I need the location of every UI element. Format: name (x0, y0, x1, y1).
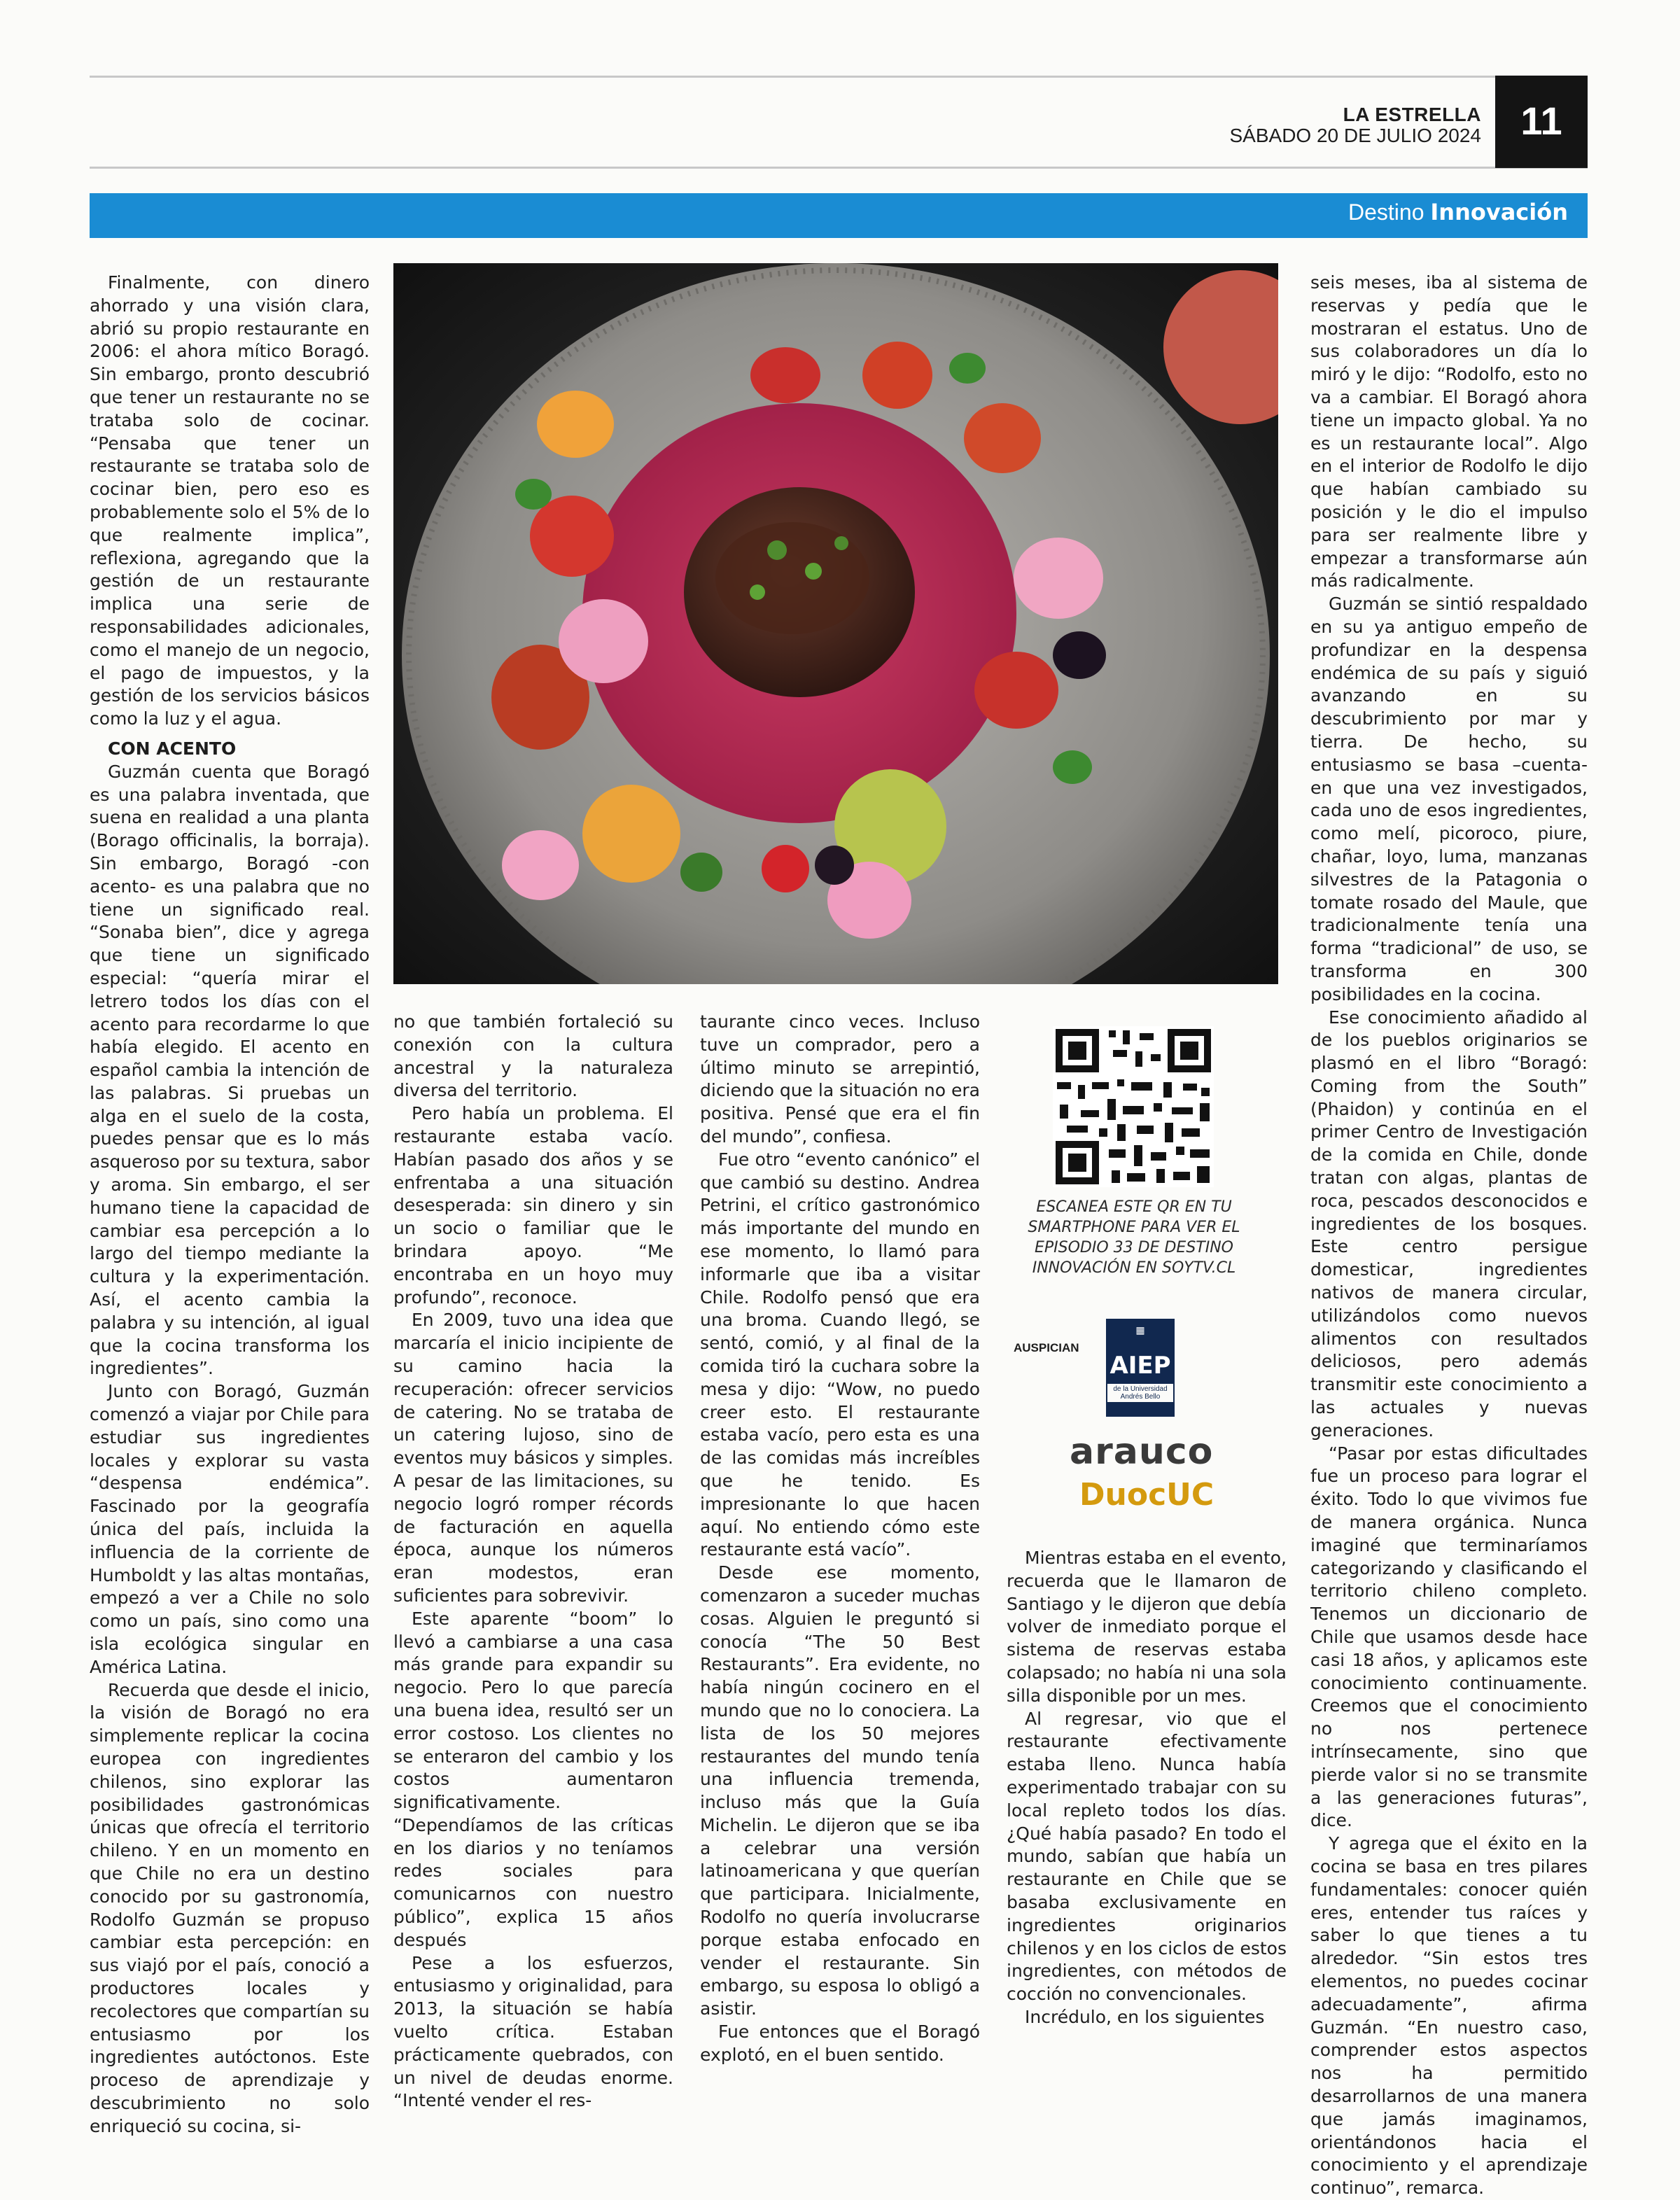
page-number: 11 (1495, 76, 1588, 168)
paragraph: Recuerda que desde el inicio, la visión de Boragó no era simplemente replicar la cocina europea con ingredientes chilenos, sino explorar las posibilidades gastronómicas únicas que ofrecía el territorio chileno. Y en un momento en que Chile no era un destino conocido por su gastronomía, Rodolfo Guzmán se propuso cambiar esta percepción: en sus viajó por el país, conoció a productores locales y recolectores que compartían su entusiasmo por los ingredientes autóctonos. Este proceso de aprendizaje y descubrimiento no solo enriqueció su cocina, si- (90, 1679, 370, 2136)
paragraph: seis meses, iba al sistema de reservas y pedía que le mostraran el estatus. Uno de sus colaboradores un día lo miró y le dijo: “Rodolfo, esto no va a cambiar. El Boragó ahora tiene un impacto global. Ya no es un restaurante local”. Algo en el interior de Rodolfo le dijo que habían cambiado su posición y le dio el impulso para ser realmente libre y empezar a transformarse aún más radicalmente. (1310, 272, 1588, 591)
paragraph: Al regresar, vio que el restaurante efectivamente estaba lleno. Nunca había experimentado trabajar con su local repleto todos los días. ¿Qué había pasado? En todo el mundo, sabían que había un restaurante en Chile que se basaba exclusivamente en ingredientes originarios chilenos y en los ciclos de estos ingredientes, con métodos de cocción no convencionales. (1007, 1708, 1287, 2005)
paragraph: Desde ese momento, comenzaron a suceder muchas cosas. Alguien le preguntó si conocía “The 50 Best Restaurants”. Era evidente, no había ningún cocinero en el mundo que no lo conociera. La lista de los 50 mejores restaurantes del mundo tenía una influencia tremenda, incluso más que la Guía Michelin. Le dijeron que se iba a celebrar una versión latinoamericana y que querían que participara. Inicialmente, Rodolfo no quería involucrarse porque estaba enfocado en vender el restaurante. Sin embargo, su esposa lo obligó a asistir. (700, 1562, 980, 2019)
article-column-4 (1007, 1547, 1287, 2029)
aiep-name: AIEP (1110, 1352, 1171, 1380)
duocuc-logo: DuocUC (1079, 1477, 1214, 1513)
section-prefix: Destino (1348, 199, 1424, 225)
paragraph: Pero había un problema. El restaurante estaba vacío. Habían pasado dos años y se enfrentaba a una situación desesperada: sin dinero y sin un socio o familiar que le brindara apoyo. “Me encontraba en un hoyo muy profundo”, reconoce. (393, 1103, 673, 1308)
article-column-5 (1310, 272, 1588, 2200)
top-rule (90, 76, 1588, 78)
paragraph: Pese a los esfuerzos, entusiasmo y originalidad, para 2013, la situación se había vuelto crítica. Estaban prácticamente quebrados, con un nivel de deudas enorme. “Intenté vender el res- (393, 1952, 673, 2111)
dish-photo (393, 263, 1278, 984)
subheading: CON ACENTO (108, 738, 237, 759)
qr-caption: ESCANEA ESTE QR EN TU SMARTPHONE PARA VER EL EPISODIO 33 DE DESTINO INNOVACIÓN EN SOYTV.CL (1028, 1198, 1240, 1277)
paragraph: Guzmán cuenta que Boragó es una palabra inventada, que suena en realidad a una planta (Borago officinalis, la borraja). Sin embargo, Boragó -con acento- es una palabra que no tiene un significado real. “Sonaba bien”, dice y agrega que tiene un significado especial: “quería mirar el letrero todos los días con el acento para recordarme lo que había elegido. El acento en español cambia la intención de las palabras. Si pruebas un alga en el suelo de la costa, puedes pensar que es lo más asqueroso por su textura, sabor y aroma. Sin embargo, el ser humano tiene la capacidad de cambiar esa percepción a lo largo del tiempo mediante la cultura y la experimentación. Así, el acento cambia la palabra y su intención, al igual que la cocina transforma los ingredientes”. (90, 761, 370, 1379)
paragraph: Incrédulo, en los siguientes (1025, 2006, 1265, 2027)
paragraph: Ese conocimiento añadido al de los pueblos originarios se plasmó en el libro “Boragó: Coming from the South” (Phaidon) y continúa en el primer Centro de Investigación de la comida en Chile, donde tratan con algas, plantas de roca, pescados desconocidos e ingredientes de los bosques. Este centro persigue domesticar, ingredientes nativos de manera circular, utilizándolos como nuevos alimentos con resultados deliciosos, pero además transmitir este conocimiento a las actuales y nuevas generaciones. (1310, 1007, 1588, 1441)
paragraph: Fue otro “evento canónico” el que cambió su destino. Andrea Petrini, el crítico gastronómico más importante del mundo en ese momento, lo llamó para informarle que iba a visitar Chile. Rodolfo pensó que era una broma. Cuando llegó, se sentó, comió, y al final de la comida tiró la cuchara sobre la mesa y dijo: “Wow, no puedo creer esto. El restaurante estaba vacío, pero esta es una de las comidas más increíbles que he tenido. Es impresionante lo que hacen aquí. No entiendo cómo este restaurante está vacío”. (700, 1149, 980, 1560)
paragraph: Y agrega que el éxito en la cocina se basa en tres pilares fundamentales: conocer quién eres, entender tus raíces y saber lo que tienes a tu alrededor. “Sin estos tres elementos, no puedes cocinar adecuadamente”, afirma Guzmán. “En nuestro caso, comprender estos aspectos nos ha permitido desarrollarnos de una manera que jamás imaginamos, orientándonos hacia el conocimiento y el aprendizaje continuo”, remarca. (1310, 1833, 1588, 2199)
paragraph: Finalmente, con dinero ahorrado y una visión clara, abrió su propio restaurante en 2006: el ahora mítico Boragó. Sin embargo, pronto descubrió que tener un restaurante no se trataba solo de cocinar. “Pensaba que tener un restaurante se trataba solo de cocinar bien, pero eso es probablemente solo el 5% de lo que realmente implica”, reflexiona, agregando que la gestión de un restaurante implica una serie de responsabilidades adicionales, como el manejo de un negocio, el pago de impuestos, y la gestión de los servicios básicos como la luz y el agua. (90, 272, 370, 729)
aiep-logo (1106, 1319, 1175, 1417)
paragraph: Fue entonces que el Boragó explotó, en el buen sentido. (700, 2022, 980, 2065)
qr-code-icon (1053, 1026, 1214, 1187)
paragraph: Este aparente “boom” lo llevó a cambiarse a una casa más grande para expandir su negocio. Pero lo que parecía una buena idea, resultó ser un error costoso. Los clientes no se enteraron del cambio y los costos aumentaron significativamente. “Dependíamos de las críticas en los diarios y no teníamos redes sociales para comunicarnos con nuestro público”, explica 15 años después (393, 1608, 673, 1950)
section-name: Innovación (1430, 199, 1568, 225)
article-column-1 (90, 272, 370, 2138)
article-column-2 (393, 1011, 673, 2113)
paragraph: En 2009, tuvo una idea que marcaría el inicio incipiente de su camino hacia la recuperación: ofrecer servicios de catering. No se trataba de un catering lujoso, sino de eventos muy básicos y simples. A pesar de las limitaciones, su negocio logró romper récords de facturación en aquella época, aunque los números eran modestos, eran suficientes para sobrevivir. (393, 1310, 673, 1606)
arauco-logo: arauco (1070, 1431, 1214, 1473)
paragraph: no que también fortaleció su conexión con la cultura ancestral y la naturaleza diversa del territorio. (393, 1011, 673, 1101)
section-bar (90, 193, 1588, 238)
paragraph: taurante cinco veces. Incluso tuve un comprador, pero a último minuto se arrepintió, diciendo que la situación no era positiva. Pensé que era el fin del mundo”, confiesa. (700, 1011, 980, 1147)
paragraph: Mientras estaba en el evento, recuerda que le llamaron de Santiago y le dijeron que debía volver de inmediato porque el sistema de reservas estaba colapsado; no había ni una sola silla disponible por un mes. (1007, 1548, 1287, 1706)
newspaper-name: LA ESTRELLA (1343, 104, 1481, 125)
article-column-3 (700, 1011, 980, 2067)
paragraph: “Pasar por estas dificultades fue un proceso para lograr el éxito. Todo lo que vivimos fue de manera orgánica. Nunca imaginé que terminaríamos categorizando y clasificando el territorio chileno completo. Tenemos un diccionario de Chile que usamos desde hace casi 18 años, y aplicamos este conocimiento continuamente. Creemos que el conocimiento no nos pertenece intrínsecamente, sino que pierde valor si no se transmite a las generaciones futuras”, dice. (1310, 1443, 1588, 1831)
paragraph: Guzmán se sintió respaldado en su ya antiguo empeño de profundizar en la despensa endémica de su país y siguió avanzando en su descubrimiento por mar y tierra. De hecho, su entusiasmo se basa –cuenta- en que una vez investigados, cada uno de esos ingredientes, como melí, picoroco, piure, chañar, loyo, luma, manzanas silvestres de la Patagonia o tomate rosado del Maule, que tradicionalmente tenía una forma “tradicional” de uso, se transforma en 300 posibilidades en la cocina. (1310, 594, 1588, 1004)
header-bottom-rule (90, 167, 1588, 169)
aiep-emblem-icon: ▦ (1135, 1324, 1145, 1336)
paragraph: Junto con Boragó, Guzmán comenzó a viajar por Chile para estudiar sus ingredientes locales y explorar su vasta “despensa endémica”. Fascinado por la geografía única del país, incluida la influencia de la corriente de Humboldt y las altas montañas, empezó a ver a Chile no solo como un país, sino como una isla ecológica singular en América Latina. (90, 1381, 370, 1677)
sponsors-label: AUSPICIAN (1014, 1341, 1079, 1354)
publication-date: SÁBADO 20 DE JULIO 2024 (1229, 125, 1481, 146)
aiep-subtitle: de la Universidad Andrés Bello (1107, 1384, 1173, 1402)
plated-dish-icon (393, 263, 1278, 984)
qr-code[interactable] (1053, 1026, 1214, 1187)
